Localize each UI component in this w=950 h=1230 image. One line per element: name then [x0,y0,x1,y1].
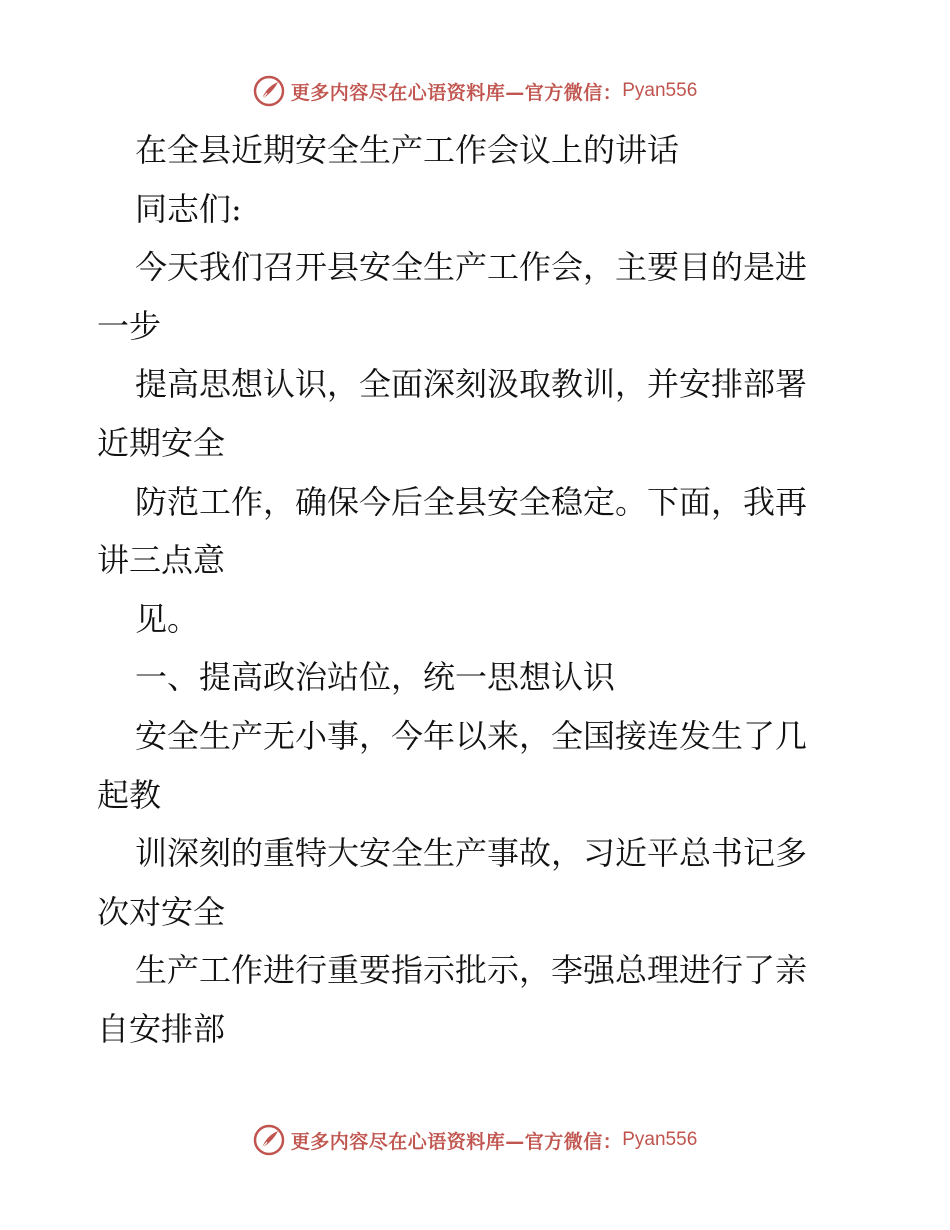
text-line: 见。 [135,599,200,638]
document-title: 在全县近期安全生产工作会议上的讲话 [135,131,680,169]
document-body [97,121,857,1059]
text-line: 次对安全 [97,892,226,931]
text-line: 自安排部 [97,1009,226,1048]
watermark-wechat-id: Pyan556 [622,1129,698,1150]
section-heading: 一、提高政治站位，统一思想认识 [135,658,616,697]
text-line: 生产工作进行重要指示批示，李强总理进行了亲 [135,951,808,990]
salutation: 同志们: [135,189,242,228]
text-line: 训深刻的重特大安全生产事故，习近平总书记多 [135,834,808,873]
text-line: 今天我们召开县安全生产工作会，主要目的是进 [135,248,808,287]
text-line: 近期安全 [97,423,226,462]
feather-pen-logo-icon [253,1124,285,1156]
watermark-text: 更多内容尽在心语资料库—官方微信： [290,1130,623,1153]
text-line: 安全生产无小事，今年以来，全国接连发生了几 [135,716,808,755]
text-line: 讲三点意 [97,541,226,580]
text-line: 提高思想认识，全面深刻汲取教训，并安排部署 [135,365,808,404]
header-watermark [0,71,950,111]
footer-watermark [0,1120,950,1160]
text-line: 一步 [97,306,162,345]
text-line: 起教 [97,775,162,814]
text-line: 防范工作，确保今后全县安全稳定。下面，我再 [135,482,808,521]
watermark-wechat-id: Pyan556 [622,80,698,101]
watermark-text: 更多内容尽在心语资料库—官方微信： [290,81,623,104]
feather-pen-logo-icon [253,75,285,107]
